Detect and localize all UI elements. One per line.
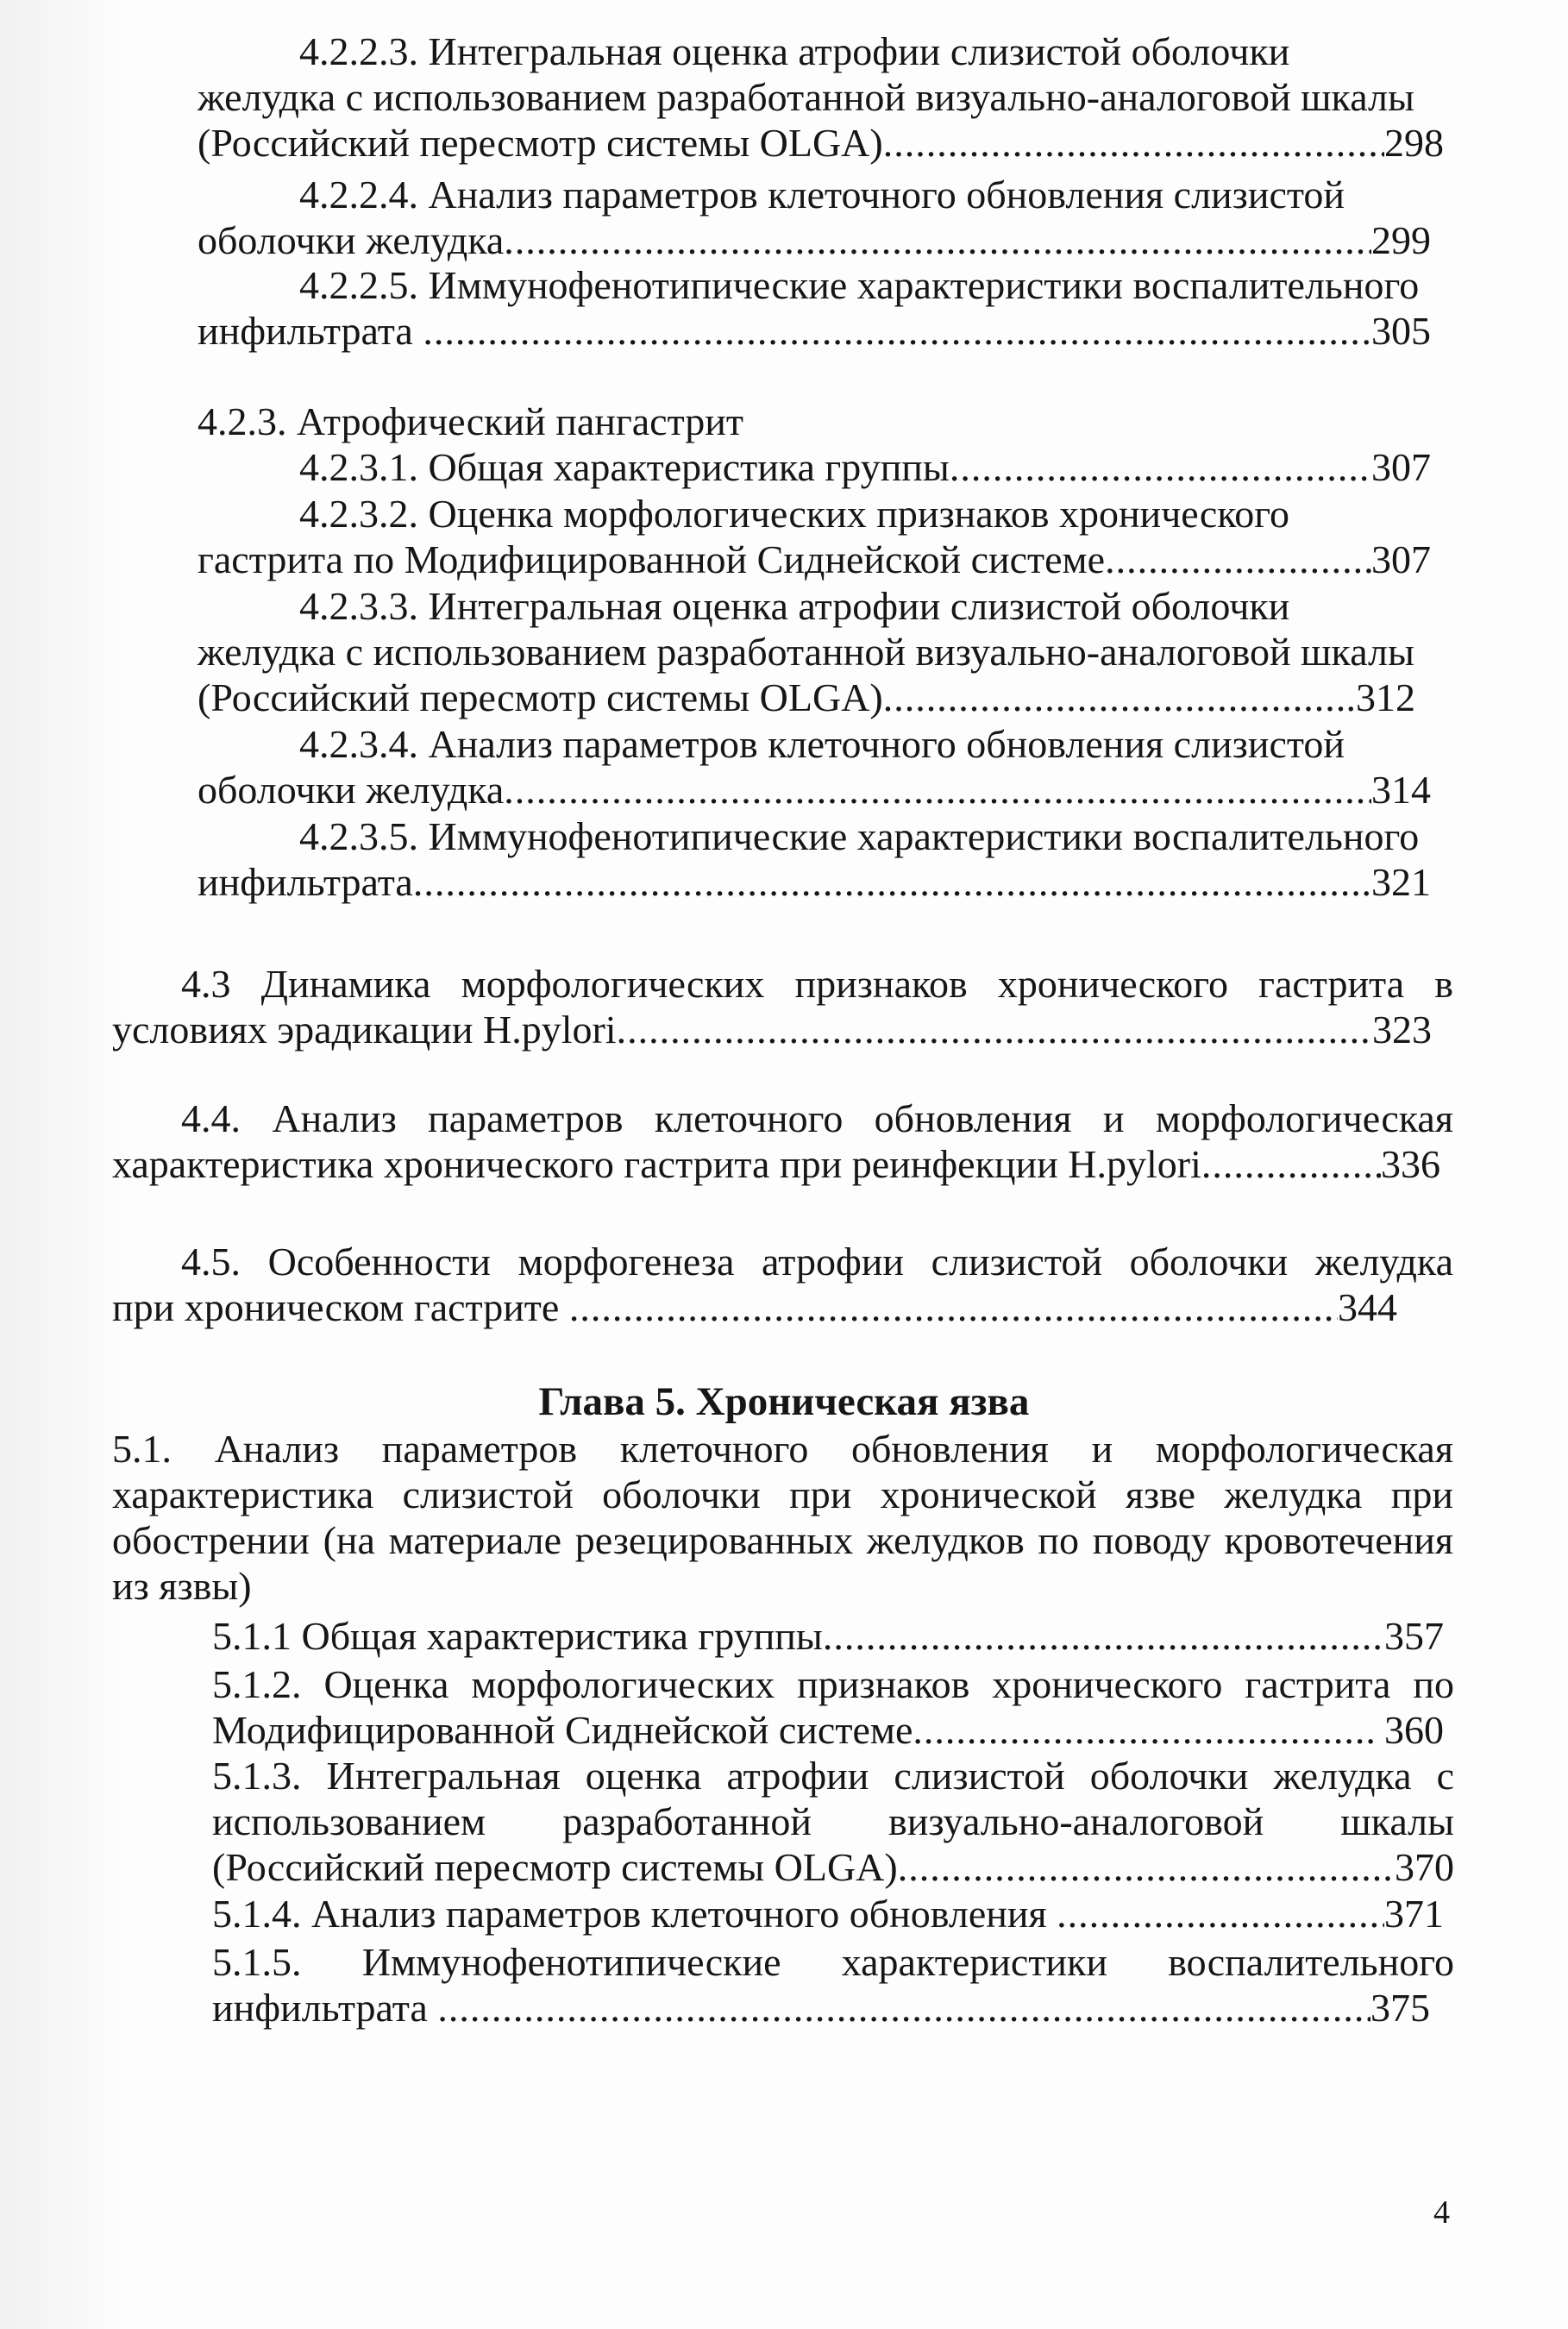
leader-dots xyxy=(423,308,1361,354)
toc-leader-line xyxy=(198,675,1415,720)
leader-dots xyxy=(413,859,1362,905)
toc-text: характеристика хронического гастрита при реинфекции H.pylori xyxy=(112,1142,1201,1186)
leader-dots xyxy=(823,1613,1384,1659)
toc-page-number: 371 xyxy=(1384,1892,1444,1936)
toc-text: 4.2.3.1. Общая характеристика группы xyxy=(299,445,950,489)
toc-text: гастрита по Модифицированной Сиднейской системе xyxy=(198,537,1106,581)
leader-dots xyxy=(437,1985,1370,2031)
toc-line: 4.2.3.2. Оценка морфологических признаков хронического xyxy=(299,492,1290,536)
toc-page-number: 298 xyxy=(1384,121,1444,165)
toc-page-number: 323 xyxy=(1372,1008,1432,1052)
toc-leader-line xyxy=(112,1284,1397,1330)
toc-entry-4-5 xyxy=(112,1239,1453,1330)
toc-page-number: 314 xyxy=(1371,768,1431,812)
toc-line: 5.1.3. Интегральная оценка атрофии слизистой оболочки желудка с xyxy=(212,1754,1454,1798)
toc-text: 5.1.4. Анализ параметров клеточного обновления xyxy=(212,1892,1057,1936)
leader-dots xyxy=(913,1707,1374,1753)
toc-leader-line xyxy=(198,308,1431,354)
toc-leader-line xyxy=(212,1891,1444,1937)
leader-dots xyxy=(883,675,1346,720)
leader-dots xyxy=(950,444,1371,490)
toc-page-number: 336 xyxy=(1381,1142,1440,1186)
toc-entry-5-1-5 xyxy=(212,1939,1454,2031)
toc-entry-4-2-3-3 xyxy=(198,583,1453,720)
toc-line: 4.2.2.5. Иммунофенотипические характеристики воспалительного xyxy=(299,263,1420,307)
toc-entry-4-2-3-2 xyxy=(198,491,1453,582)
toc-text: (Российский пересмотр системы OLGA) xyxy=(198,121,883,165)
toc-line: характеристика слизистой оболочки при хронической язве желудка при xyxy=(112,1472,1453,1516)
leader-dots xyxy=(617,1007,1372,1052)
leader-dots xyxy=(1201,1141,1381,1187)
toc-line: 4.3 Динамика морфологических признаков хронического гастрита в xyxy=(181,962,1453,1006)
toc-text: 5.1.1 Общая характеристика группы xyxy=(212,1614,823,1658)
toc-leader-line xyxy=(198,537,1431,582)
toc-entry-4-2-3-4 xyxy=(198,721,1453,813)
toc-line: 4.2.2.3. Интегральная оценка атрофии слизистой оболочки xyxy=(299,29,1290,73)
toc-entry-4-2-2-4 xyxy=(198,172,1453,263)
toc-line: 5.1.5. Иммунофенотипические характеристики воспалительного xyxy=(212,1940,1454,1984)
toc-line: 4.2.3. Атрофический пангастрит xyxy=(198,399,743,443)
toc-page-number: 307 xyxy=(1371,537,1431,581)
toc-page-number: 307 xyxy=(1371,445,1431,489)
toc-line: 4.4. Анализ параметров клеточного обновления и морфологическая xyxy=(181,1096,1453,1140)
toc-line: 5.1.2. Оценка морфологических признаков хронического гастрита по xyxy=(212,1662,1454,1706)
toc-text: инфильтрата xyxy=(198,860,413,904)
toc-line: желудка с использованием разработанной визуально-аналоговой шкалы xyxy=(198,630,1414,674)
toc-leader-line xyxy=(212,1844,1454,1890)
leader-dots xyxy=(569,1284,1338,1330)
toc-leader-line xyxy=(112,1141,1440,1187)
toc-page-number: 357 xyxy=(1384,1614,1444,1658)
toc-text: (Российский пересмотр системы OLGA) xyxy=(212,1845,898,1889)
toc-line: обострении (на материале резецированных желудков по поводу кровотечения xyxy=(112,1518,1453,1562)
toc-page-number: 375 xyxy=(1370,1986,1430,2030)
toc-line: из язвы) xyxy=(112,1564,252,1608)
leader-dots xyxy=(1105,537,1371,582)
scan-shadow xyxy=(0,0,129,2329)
toc-entry-4-2-3 xyxy=(198,399,1453,444)
toc-line: 4.5. Особенности морфогенеза атрофии слизистой оболочки желудка xyxy=(181,1240,1453,1284)
toc-entry-5-1-1 xyxy=(212,1613,1454,1659)
toc-leader-line xyxy=(198,217,1431,263)
page-number: 4 xyxy=(1433,2194,1450,2231)
toc-line: 4.2.3.4. Анализ параметров клеточного обновления слизистой xyxy=(299,722,1345,766)
toc-text: оболочки желудка xyxy=(198,218,505,262)
toc-text: инфильтрата xyxy=(198,309,423,353)
toc-line: 4.2.2.4. Анализ параметров клеточного обновления слизистой xyxy=(299,173,1345,217)
toc-leader-line xyxy=(299,444,1431,490)
chapter-heading: Глава 5. Хроническая язва xyxy=(538,1379,1030,1424)
toc-entry-5-1-4 xyxy=(212,1891,1454,1937)
toc-leader-line xyxy=(198,859,1431,905)
toc-entry-4-3 xyxy=(112,961,1453,1052)
toc-page-number: 370 xyxy=(1395,1845,1454,1889)
toc-entry-4-2-3-1 xyxy=(299,444,1438,490)
toc-leader-line xyxy=(198,120,1444,166)
toc-entry-5-1-3 xyxy=(212,1753,1454,1890)
leader-dots xyxy=(898,1844,1395,1890)
toc-page-number: .321 xyxy=(1361,860,1431,904)
leader-dots xyxy=(883,120,1384,166)
toc-page-number: 299 xyxy=(1371,218,1431,262)
toc-entry-4-2-3-5 xyxy=(198,813,1453,905)
toc-leader-line xyxy=(198,767,1431,813)
toc-page-number: 360 xyxy=(1374,1708,1444,1752)
toc-page-number: .312 xyxy=(1345,675,1415,719)
toc-page-number: .305 xyxy=(1361,309,1431,353)
toc-text: при хроническом гастрите xyxy=(112,1285,569,1329)
leader-dots xyxy=(504,767,1371,813)
toc-leader-line xyxy=(212,1985,1430,2031)
toc-entry-5-1-2 xyxy=(212,1661,1454,1753)
toc-leader-line xyxy=(112,1007,1432,1052)
toc-text: оболочки желудка xyxy=(198,768,505,812)
toc-leader-line xyxy=(212,1707,1444,1753)
toc-text: Модифицированной Сиднейской системе xyxy=(212,1708,913,1752)
toc-entry-4-2-2-5 xyxy=(198,262,1453,354)
toc-text: инфильтрата xyxy=(212,1986,438,2030)
toc-line: 4.2.3.5. Иммунофенотипические характеристики воспалительного xyxy=(299,814,1420,858)
leader-dots xyxy=(504,217,1371,263)
toc-page-number: 344 xyxy=(1338,1285,1397,1329)
toc-line: 4.2.3.3. Интегральная оценка атрофии слизистой оболочки xyxy=(299,584,1290,628)
toc-entry-5-1 xyxy=(112,1426,1453,1609)
toc-leader-line xyxy=(212,1613,1444,1659)
toc-line: 5.1. Анализ параметров клеточного обновления и морфологическая xyxy=(112,1427,1453,1471)
toc-text: условиях эрадикации H.pylori xyxy=(112,1008,617,1052)
toc-line: желудка с использованием разработанной визуально-аналоговой шкалы xyxy=(198,75,1414,119)
toc-entry-4-4 xyxy=(112,1095,1453,1187)
toc-text: (Российский пересмотр системы OLGA) xyxy=(198,675,883,719)
toc-line: использованием разработанной визуально-аналоговой шкалы xyxy=(212,1799,1454,1843)
leader-dots xyxy=(1057,1891,1384,1937)
toc-entry-4-2-2-3 xyxy=(198,28,1453,166)
